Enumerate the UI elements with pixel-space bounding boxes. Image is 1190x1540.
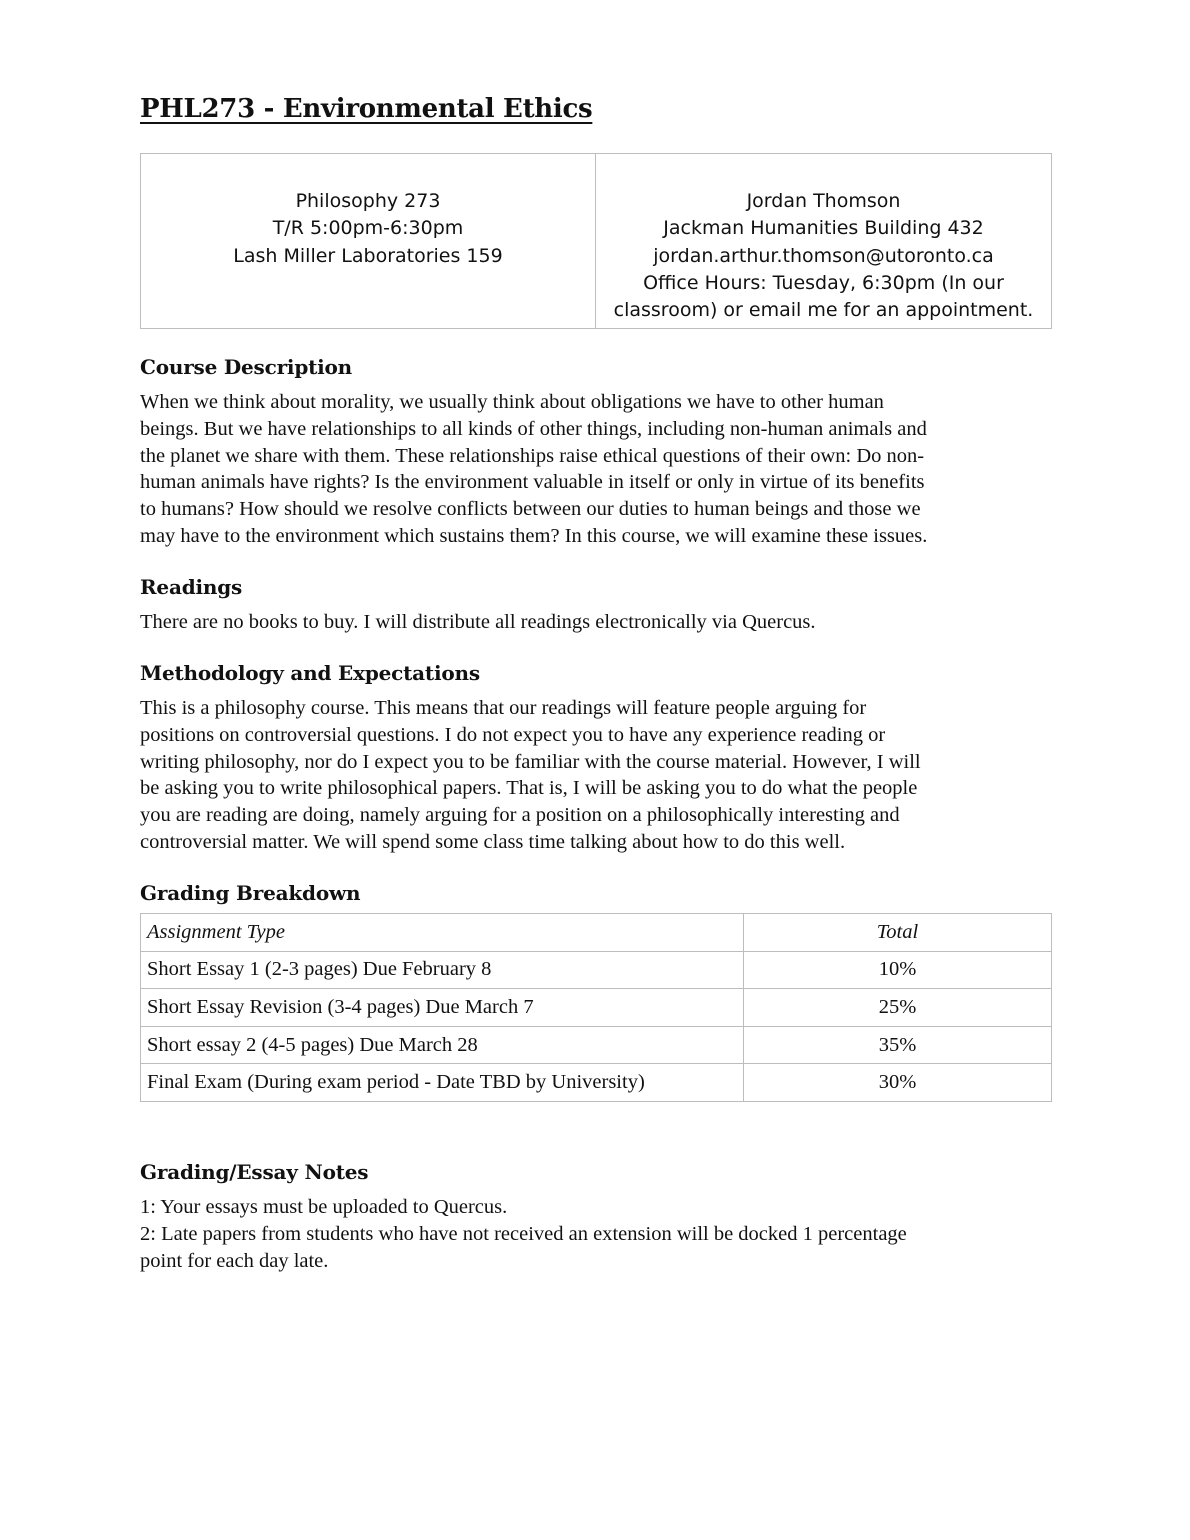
text-line: controversial matter. We will spend some class time talking about how to do this well.	[140, 830, 846, 853]
text-line: human animals have rights? Is the environment valuable in itself or only in virtue of its benefits	[140, 471, 925, 494]
text-line: you are reading are doing, namely arguing for a position on a philosophically interesting and	[140, 804, 900, 827]
page-title: PHL273 - Environmental Ethics	[140, 94, 593, 124]
assignment-type-cell: Short essay 2 (4-5 pages) Due March 28	[141, 1026, 744, 1064]
instructor-name: Jordan Thomson	[746, 190, 901, 212]
notes-heading: Grading/Essay Notes	[140, 1160, 369, 1184]
table-row	[141, 1026, 1052, 1064]
column-header-total: Total	[744, 914, 1052, 952]
methodology-heading: Methodology and Expectations	[140, 661, 480, 685]
course-description-text	[140, 389, 1052, 550]
text-line: positions on controversial questions. I do not expect you to have any experience reading or	[140, 723, 886, 746]
instructor-office: Jackman Humanities Building 432	[663, 217, 984, 240]
course-details-cell	[141, 154, 596, 329]
instructor-details-cell	[596, 154, 1052, 329]
text-line: 2: Late papers from students who have not received an extension will be docked 1 percentage	[140, 1222, 907, 1245]
total-cell: 35%	[744, 1026, 1052, 1064]
text-line: This is a philosophy course. This means that our readings will feature people arguing for	[140, 697, 867, 719]
text-line: 1: Your essays must be uploaded to Quercus.	[140, 1196, 508, 1218]
course-schedule: T/R 5:00pm-6:30pm	[272, 217, 464, 240]
course-location: Lash Miller Laboratories 159	[233, 244, 503, 267]
total-cell: 25%	[744, 989, 1052, 1027]
grading-table	[140, 913, 1052, 1102]
office-hours-line-1: Office Hours: Tuesday, 6:30pm (In our	[643, 271, 1004, 294]
text-line: There are no books to buy. I will distribute all readings electronically via Quercus.	[140, 611, 816, 633]
total-cell: 10%	[744, 951, 1052, 989]
column-header-assignment: Assignment Type	[141, 914, 744, 952]
notes-text	[140, 1194, 1052, 1274]
assignment-type-cell: Short Essay 1 (2-3 pages) Due February 8	[141, 951, 744, 989]
course-info-table	[140, 153, 1052, 329]
office-hours-line-2: classroom) or email me for an appointment.	[613, 299, 1034, 322]
text-line: to humans? How should we resolve conflicts between our duties to human beings and those we	[140, 498, 921, 521]
assignment-type-cell: Short Essay Revision (3-4 pages) Due March 7	[141, 989, 744, 1027]
instructor-email: jordan.arthur.thomson@utoronto.ca	[653, 244, 994, 267]
text-line: When we think about morality, we usually think about obligations we have to other human	[140, 391, 884, 413]
text-line: beings. But we have relationships to all kinds of other things, including non-human animals and	[140, 417, 927, 440]
readings-text	[140, 609, 1052, 636]
course-description-heading: Course Description	[140, 355, 353, 379]
text-line: writing philosophy, nor do I expect you to be familiar with the course material. However, I will	[140, 750, 921, 773]
grading-heading: Grading Breakdown	[140, 881, 361, 905]
table-row	[141, 951, 1052, 989]
table-row	[141, 1064, 1052, 1102]
text-line: the planet we share with them. These relationships raise ethical questions of their own: Do non-	[140, 444, 925, 467]
methodology-text	[140, 695, 1052, 856]
table-row	[141, 989, 1052, 1027]
total-cell: 30%	[744, 1064, 1052, 1102]
text-line: may have to the environment which sustains them? In this course, we will examine these issues.	[140, 524, 928, 547]
assignment-type-cell: Final Exam (During exam period - Date TBD by University)	[141, 1064, 744, 1102]
course-name: Philosophy 273	[295, 190, 441, 212]
text-line: point for each day late.	[140, 1249, 329, 1272]
readings-heading: Readings	[140, 575, 243, 599]
text-line: be asking you to write philosophical papers. That is, I will be asking you to do what the people	[140, 777, 918, 800]
table-header-row	[141, 914, 1052, 952]
